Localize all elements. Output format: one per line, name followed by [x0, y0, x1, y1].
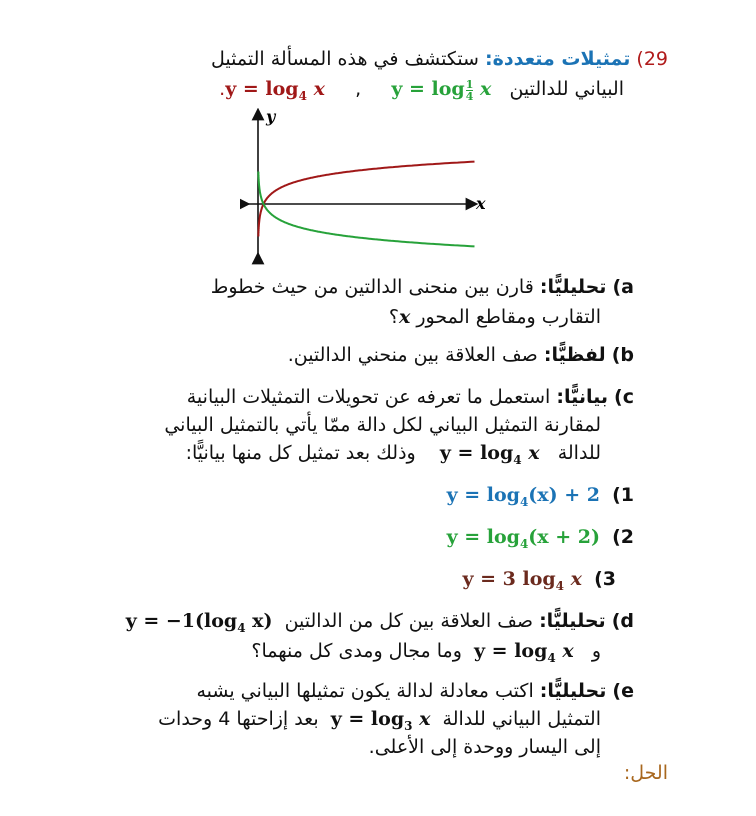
part-d-line1: d) تحليليًّا: صف العلاقة بين كل من الدالتين $y = -1(\log_4$ x) [125, 610, 634, 635]
part-c-base-function: $y = \log_4 x$ [439, 442, 540, 467]
part-e-line3: إلى اليسار ووحدة إلى الأعلى. [368, 736, 601, 758]
part-d-letter: d) [611, 610, 634, 632]
part-e-label: تحليليًّا: [539, 680, 607, 702]
part-a-line2: التقارب ومقاطع المحور x؟ [388, 306, 601, 328]
part-a-line1: a) تحليليًّا: قارن بين منحنى الدالتين من حيث خطوط [210, 276, 634, 298]
part-c-item-1: 1) $y = \log_4(x) + 2$ [446, 484, 634, 509]
solution-label: الحل: [623, 762, 668, 784]
part-a-letter: a) [612, 276, 634, 298]
part-c-line3: للدالة $y = \log_4 x$ وذلك بعد تمثيل كل منها بيانيًّا: [185, 442, 601, 467]
part-a-label: تحليليًّا: [539, 276, 607, 298]
part-e-line1: e) تحليليًّا: اكتب معادلة لدالة يكون تمثيلها البياني يشبه [196, 680, 634, 702]
part-b-letter: b) [611, 344, 634, 366]
part-c-item-3: 3) y = 3 $\log_4 x$ [462, 568, 616, 593]
part-c-label: بيانيًّا: [556, 386, 608, 408]
log-functions-graph [240, 108, 500, 268]
part-e-letter: e) [612, 680, 634, 702]
x-axis-label: x [476, 194, 486, 213]
problem-intro-line1: ستكتشف في هذه المسألة التمثيل [211, 48, 486, 70]
problem-intro-line2: البياني للدالتين [509, 78, 624, 100]
problem-title: تمثيلات متعددة: [485, 48, 631, 70]
part-c-line1: c) بيانيًّا: استعمل ما تعرفه عن تحويلات التمثيلات البيانية [186, 386, 634, 408]
function-log-quarter: y = log $\frac{1}{4}$ x [391, 77, 492, 103]
part-b-label: لفظيًّا: [543, 344, 606, 366]
problem-header-line1 [211, 48, 668, 70]
part-c-letter: c) [614, 386, 634, 408]
problem-header-line2: البياني للدالتين y = log $\frac{1}{4}$ x , $y = \log_4 x$. [219, 77, 624, 103]
y-axis-label: y [266, 108, 276, 126]
part-d-line2: و $y = \log_4 x$ وما مجال ومدى كل منهما؟ [251, 640, 601, 665]
problem-number: 29) [636, 48, 668, 70]
function-log4: $y = \log_4 x$ [225, 78, 325, 103]
part-c-line2: لمقارنة التمثيل البياني لكل دالة ممّا يأتي بالتمثيل البياني [164, 414, 601, 436]
part-e-line2: التمثيل البياني للدالة $y = \log_3 x$ بعد إزاحتها 4 وحدات [158, 708, 601, 733]
part-d-label: تحليليًّا: [539, 610, 606, 632]
part-c-item-2: 2) $y = \log_4(x + 2)$ [446, 526, 634, 551]
part-b-line: b) لفظيًّا: صف العلاقة بين منحني الدالتين. [287, 344, 634, 366]
